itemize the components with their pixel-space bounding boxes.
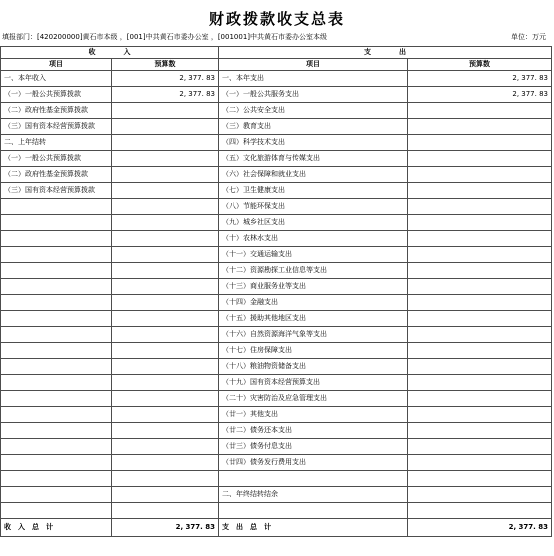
expense-budget-cell: [408, 423, 552, 439]
income-budget-cell: [112, 215, 219, 231]
income-total-label: 收 入 总 计: [1, 519, 112, 537]
table-row: [1, 423, 552, 439]
income-budget-cell: [112, 279, 219, 295]
income-budget-cell: [112, 343, 219, 359]
table-row: [1, 439, 552, 455]
expense-item-cell: [219, 503, 408, 519]
income-item-cell: （一）一般公共预算拨款: [1, 151, 112, 167]
table-row: [1, 215, 552, 231]
table-row: [1, 151, 552, 167]
income-item-cell: [1, 503, 112, 519]
expense-budget-cell: [408, 279, 552, 295]
table-row: [1, 167, 552, 183]
income-item-cell: [1, 247, 112, 263]
income-budget-cell: [112, 359, 219, 375]
filler-department: 填报部门：[420200000]黄石市本级 ，[001]中共黄石市委办公室 ，[001001]中共黄石市委办公室本级: [2, 33, 327, 41]
income-budget-cell: [112, 263, 219, 279]
expense-item-cell: （六）社会保障和就业支出: [219, 167, 408, 183]
income-budget-cell: 2, 377. 83: [112, 71, 219, 87]
expense-budget-cell: [408, 119, 552, 135]
expense-item-cell: （十三）商业服务业等支出: [219, 279, 408, 295]
income-budget-cell: [112, 423, 219, 439]
expense-item-cell: （二十）灾害防治及应急管理支出: [219, 391, 408, 407]
table-row: [1, 407, 552, 423]
income-budget-cell: [112, 231, 219, 247]
expense-item-cell: 二、年终结转结余: [219, 487, 408, 503]
expense-budget-cell: [408, 103, 552, 119]
expense-total-label: 支 出 总 计: [219, 519, 408, 537]
unit-label: 单位：万元: [511, 33, 546, 41]
table-row: [1, 359, 552, 375]
expense-budget-cell: [408, 503, 552, 519]
income-budget-cell: [112, 167, 219, 183]
income-item-cell: 二、上年结转: [1, 135, 112, 151]
expense-item-cell: （十八）粮油物资储备支出: [219, 359, 408, 375]
total-row: [1, 519, 552, 537]
income-budget-cell: [112, 295, 219, 311]
income-item-cell: （一）一般公共预算拨款: [1, 87, 112, 103]
expense-item-cell: （十五）援助其他地区支出: [219, 311, 408, 327]
income-item-cell: 一、本年收入: [1, 71, 112, 87]
expense-item-cell: [219, 471, 408, 487]
income-item-cell: [1, 439, 112, 455]
table-row: [1, 71, 552, 87]
income-item-cell: [1, 199, 112, 215]
income-item-cell: [1, 311, 112, 327]
table-row: [1, 103, 552, 119]
income-item-cell: [1, 375, 112, 391]
expense-budget-cell: [408, 487, 552, 503]
income-item-cell: [1, 279, 112, 295]
table-row: [1, 279, 552, 295]
expense-item-cell: （廿三）债务付息支出: [219, 439, 408, 455]
expense-budget-cell: [408, 471, 552, 487]
table-row: [1, 391, 552, 407]
income-total-value: 2, 377. 83: [112, 519, 219, 537]
income-item-cell: [1, 327, 112, 343]
table-row: [1, 375, 552, 391]
income-item-cell: [1, 215, 112, 231]
table-row: [1, 471, 552, 487]
income-budget-cell: [112, 311, 219, 327]
income-item-cell: [1, 231, 112, 247]
expense-budget-cell: [408, 327, 552, 343]
expense-budget-cell: [408, 311, 552, 327]
income-item-cell: [1, 487, 112, 503]
expense-budget-cell: 2, 377. 83: [408, 87, 552, 103]
expense-budget-cell: [408, 455, 552, 471]
expense-item-cell: （十六）自然资源海洋气象等支出: [219, 327, 408, 343]
income-budget-cell: [112, 391, 219, 407]
income-budget-cell: [112, 375, 219, 391]
table-row: [1, 295, 552, 311]
expense-budget-cell: [408, 263, 552, 279]
income-budget-cell: [112, 135, 219, 151]
expense-item-cell: （四）科学技术支出: [219, 135, 408, 151]
table-row: [1, 343, 552, 359]
expense-item-cell: （十九）国有资本经营预算支出: [219, 375, 408, 391]
income-budget-cell: [112, 247, 219, 263]
income-budget-cell: 2, 377. 83: [112, 87, 219, 103]
expense-budget-cell: [408, 167, 552, 183]
expense-budget-cell: 2, 377. 83: [408, 71, 552, 87]
income-item-cell: [1, 295, 112, 311]
expense-budget-cell: [408, 183, 552, 199]
table-row: [1, 135, 552, 151]
income-budget-cell: [112, 151, 219, 167]
expense-total-value: 2, 377. 83: [408, 519, 552, 537]
expense-item-cell: （五）文化旅游体育与传媒支出: [219, 151, 408, 167]
expense-item-cell: （十四）金融支出: [219, 295, 408, 311]
expense-item-cell: （廿四）债务发行费用支出: [219, 455, 408, 471]
expense-budget-cell: [408, 295, 552, 311]
expense-budget-cell: [408, 391, 552, 407]
expense-item-cell: （七）卫生健康支出: [219, 183, 408, 199]
income-item-cell: （三）国有资本经营预算拨款: [1, 119, 112, 135]
income-budget-cell: [112, 119, 219, 135]
expense-item-cell: （九）城乡社区支出: [219, 215, 408, 231]
expense-section-header: 支 出: [219, 47, 552, 59]
table-row: [1, 311, 552, 327]
income-item-cell: [1, 471, 112, 487]
expense-item-cell: 一、本年支出: [219, 71, 408, 87]
expense-budget-cell: [408, 151, 552, 167]
table-row: [1, 247, 552, 263]
expense-item-cell: （二）公共安全支出: [219, 103, 408, 119]
income-item-cell: [1, 423, 112, 439]
income-item-header: 项目: [1, 59, 112, 71]
income-budget-cell: [112, 407, 219, 423]
table-row: [1, 119, 552, 135]
income-budget-cell: [112, 183, 219, 199]
table-row: [1, 487, 552, 503]
table-row: [1, 455, 552, 471]
table-row: [1, 231, 552, 247]
income-budget-cell: [112, 487, 219, 503]
income-item-cell: [1, 455, 112, 471]
table-row: [1, 87, 552, 103]
report-meta: [2, 31, 550, 43]
column-header-row: [1, 59, 552, 71]
income-budget-cell: [112, 439, 219, 455]
expense-budget-cell: [408, 343, 552, 359]
expense-budget-cell: [408, 199, 552, 215]
page-title: 财政拨款收支总表: [208, 10, 345, 28]
income-item-cell: [1, 263, 112, 279]
expense-item-cell: （十七）住房保障支出: [219, 343, 408, 359]
expense-item-cell: （廿一）其他支出: [219, 407, 408, 423]
income-budget-cell: [112, 503, 219, 519]
income-item-cell: [1, 391, 112, 407]
income-item-cell: （二）政府性基金预算拨款: [1, 167, 112, 183]
expense-budget-cell: [408, 375, 552, 391]
section-header-row: [1, 47, 552, 59]
expense-budget-header: 预算数: [408, 59, 552, 71]
expense-budget-cell: [408, 215, 552, 231]
expense-budget-cell: [408, 407, 552, 423]
income-budget-header: 预算数: [112, 59, 219, 71]
income-budget-cell: [112, 471, 219, 487]
expense-budget-cell: [408, 359, 552, 375]
income-item-cell: [1, 407, 112, 423]
income-section-header: 收 入: [1, 47, 219, 59]
income-item-cell: [1, 359, 112, 375]
expense-budget-cell: [408, 247, 552, 263]
expense-item-cell: （廿二）债务还本支出: [219, 423, 408, 439]
income-budget-cell: [112, 103, 219, 119]
expense-item-cell: （十二）资源勘探工业信息等支出: [219, 263, 408, 279]
table-row: [1, 503, 552, 519]
income-item-cell: （三）国有资本经营预算拨款: [1, 183, 112, 199]
income-budget-cell: [112, 455, 219, 471]
expense-budget-cell: [408, 439, 552, 455]
expense-item-cell: （一）一般公共服务支出: [219, 87, 408, 103]
table-row: [1, 327, 552, 343]
revenue-expenditure-table: [0, 46, 552, 537]
income-item-cell: （二）政府性基金预算拨款: [1, 103, 112, 119]
expense-budget-cell: [408, 231, 552, 247]
table-row: [1, 183, 552, 199]
expense-item-header: 项目: [219, 59, 408, 71]
income-budget-cell: [112, 199, 219, 215]
expense-item-cell: （十）农林水支出: [219, 231, 408, 247]
income-item-cell: [1, 343, 112, 359]
expense-budget-cell: [408, 135, 552, 151]
expense-item-cell: （三）教育支出: [219, 119, 408, 135]
income-budget-cell: [112, 327, 219, 343]
expense-item-cell: （十一）交通运输支出: [219, 247, 408, 263]
table-row: [1, 263, 552, 279]
expense-item-cell: （八）节能环保支出: [219, 199, 408, 215]
table-row: [1, 199, 552, 215]
